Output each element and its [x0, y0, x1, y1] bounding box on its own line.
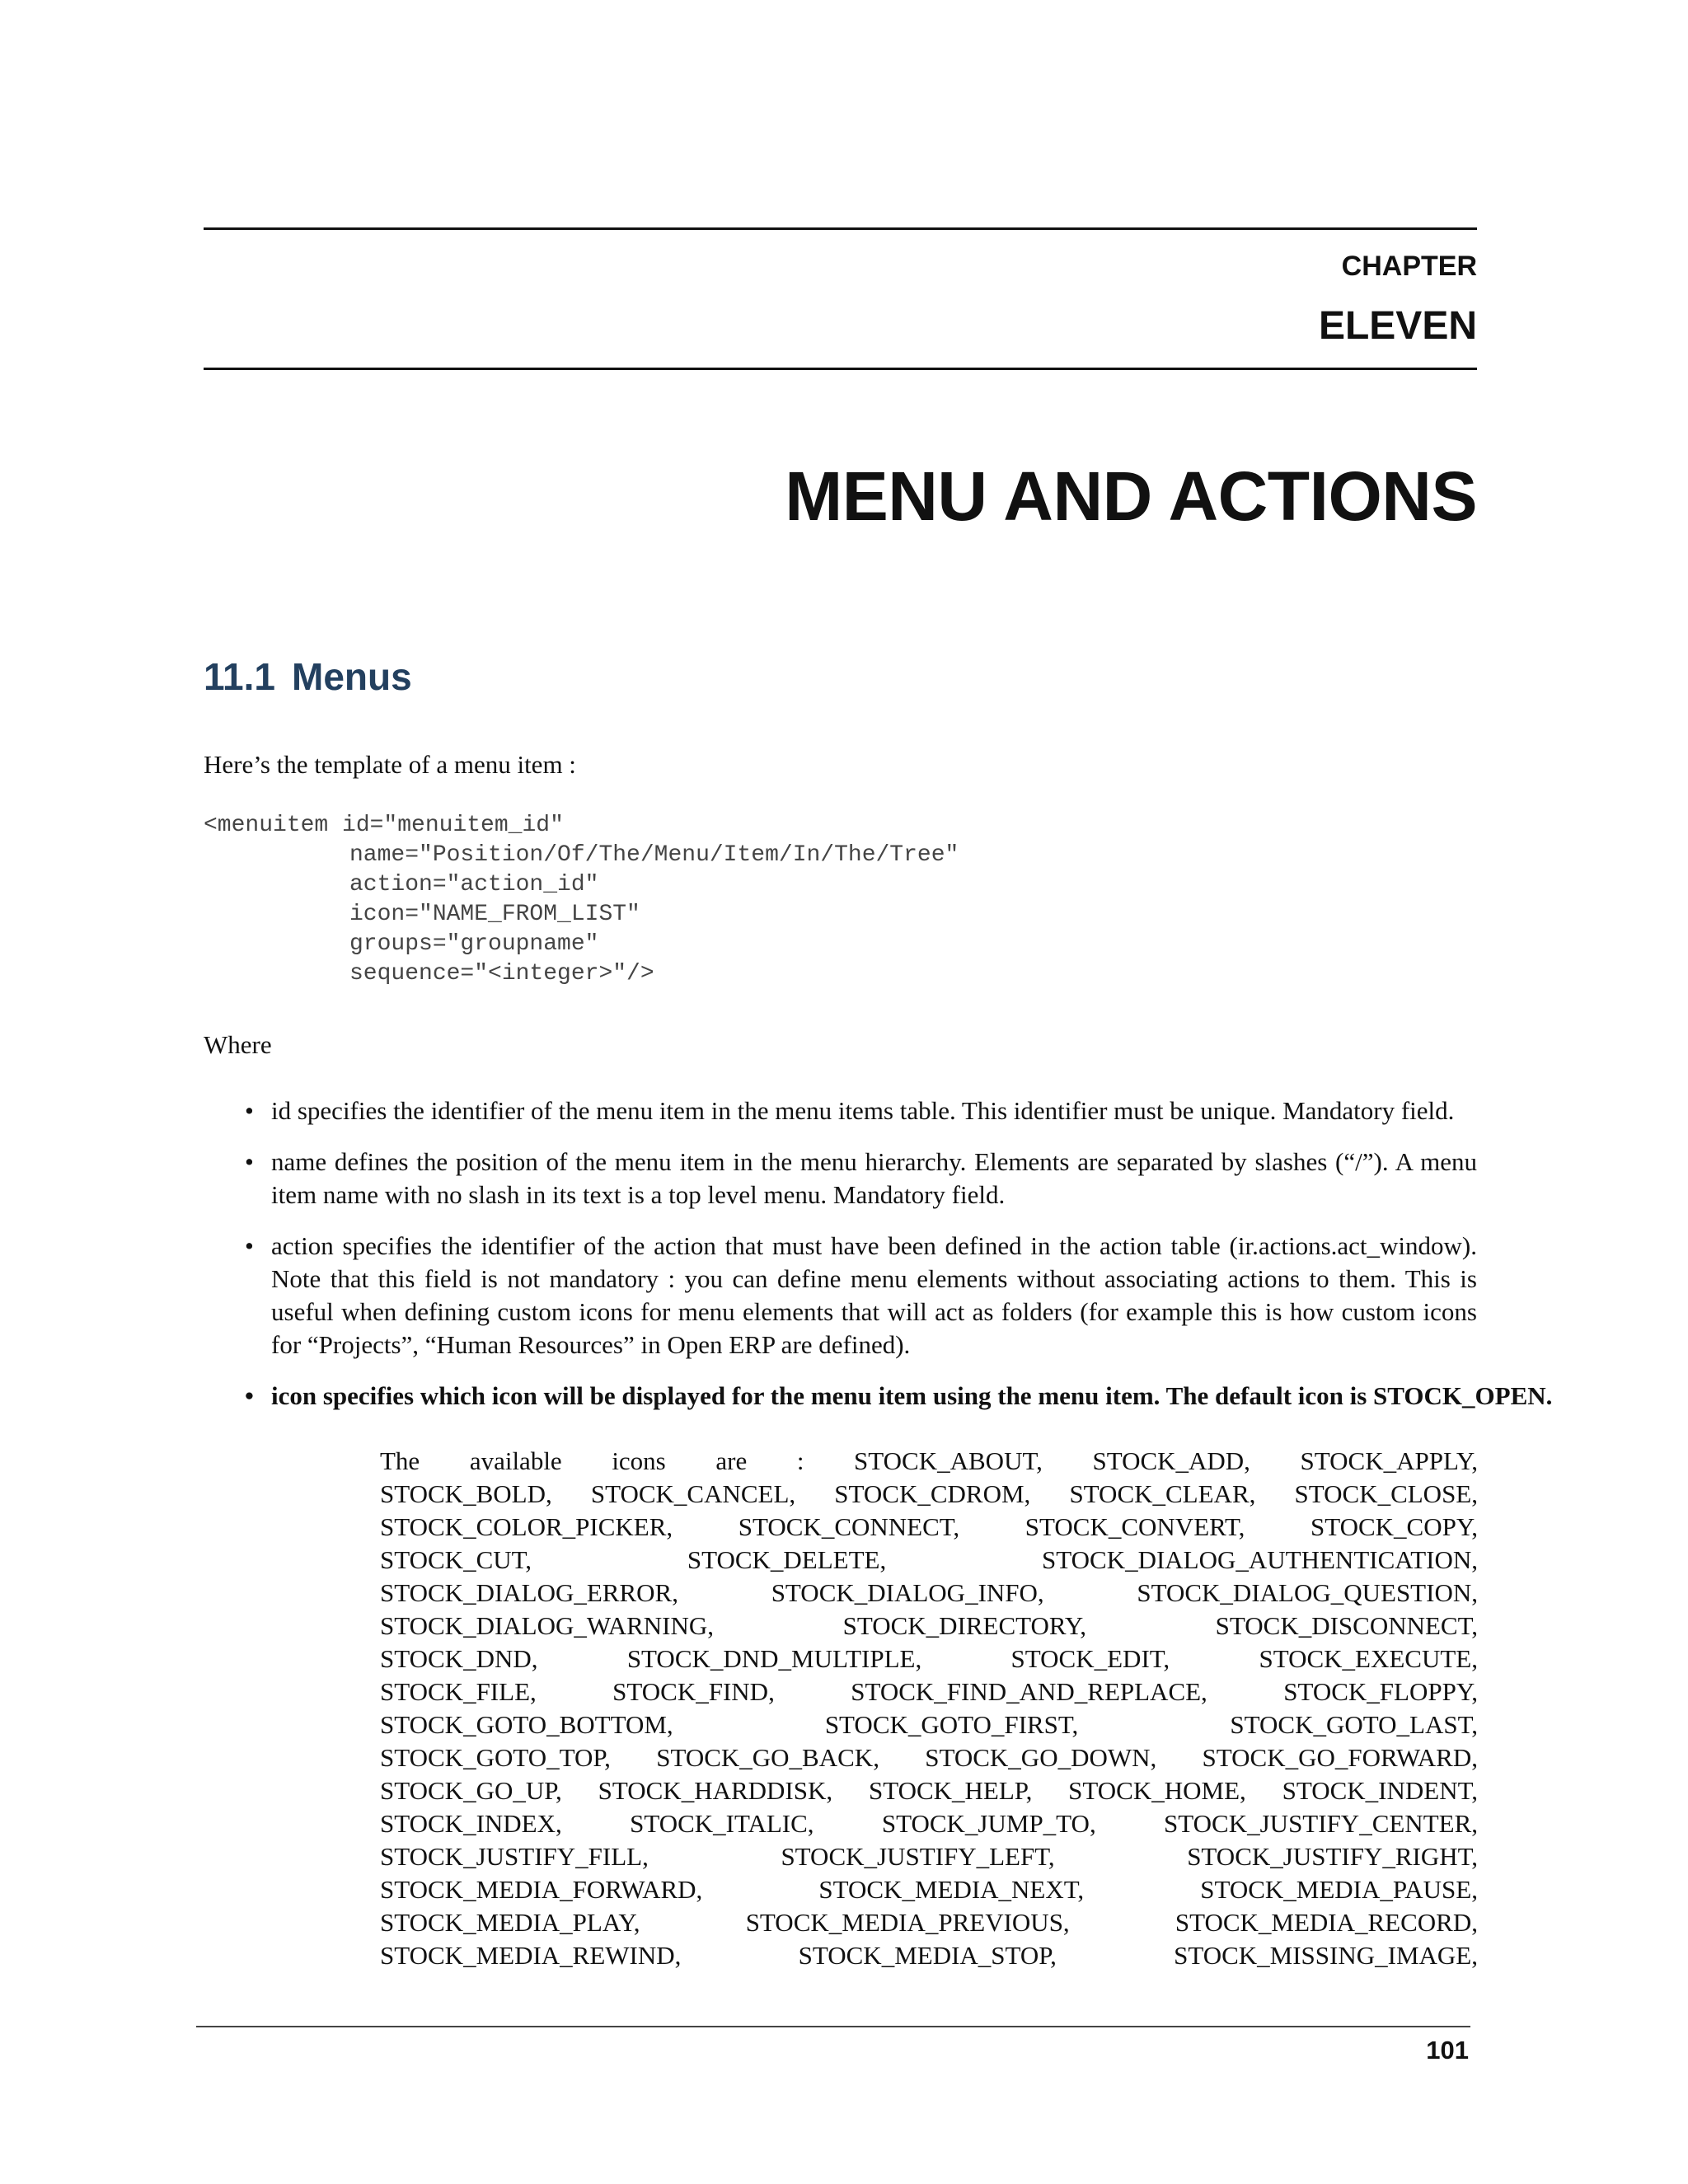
icon-name-word: STOCK_DND_MULTIPLE, — [626, 1644, 922, 1673]
code-line: icon="NAME_FROM_LIST" — [349, 902, 640, 927]
icons-line — [380, 1840, 1478, 1873]
icon-name-word: STOCK_CLEAR, — [1069, 1479, 1256, 1508]
bullet-icon: • — [245, 1096, 254, 1125]
icon-name-word: STOCK_MEDIA_PAUSE, — [1200, 1875, 1478, 1904]
icon-name-word: STOCK_GOTO_FIRST, — [824, 1710, 1079, 1739]
icon-name-word: STOCK_HELP, — [868, 1776, 1033, 1805]
icon-name-word: STOCK_MEDIA_FORWARD, — [380, 1875, 703, 1904]
icon-name-word: STOCK_GOTO_TOP, — [380, 1743, 611, 1772]
icon-name-word: STOCK_GO_BACK, — [656, 1743, 879, 1772]
attribute-list — [204, 1094, 1553, 1413]
icon-name-word: STOCK_COPY, — [1310, 1512, 1478, 1541]
list-item — [204, 1094, 1477, 1127]
icon-name-word: STOCK_FIND, — [612, 1677, 775, 1706]
bullet-icon: • — [245, 1147, 254, 1176]
icons-line — [380, 1873, 1478, 1906]
chapter-title: MENU AND ACTIONS — [785, 457, 1477, 535]
icons-line — [380, 1774, 1478, 1807]
icons-line — [380, 1577, 1478, 1610]
icon-name-word: STOCK_FILE, — [380, 1677, 537, 1706]
icon-name-word: STOCK_JUSTIFY_CENTER, — [1164, 1809, 1478, 1838]
chapter-top-rule — [204, 227, 1477, 230]
icon-name-word: STOCK_GO_FORWARD, — [1202, 1743, 1478, 1772]
icon-name-word: The — [380, 1446, 420, 1475]
icon-name-word: STOCK_DISCONNECT, — [1215, 1611, 1478, 1640]
icon-name-word: STOCK_CDROM, — [834, 1479, 1031, 1508]
bullet-text-action: action specifies the identifier of the action that must have been defined in the action table (ir.actions.act_window). Note that this field is not mandatory : you can define menu elements without associating actions to them. This is useful when defining custom icons for menu elements that will act as folders (for example this is how custom icons for “Projects”, “Human Resources” in Open ERP are defined). — [271, 1231, 1477, 1359]
where-label: Where — [204, 1030, 272, 1059]
icon-name-word: STOCK_DND, — [380, 1644, 538, 1673]
icon-name-word: STOCK_GO_DOWN, — [925, 1743, 1157, 1772]
icon-name-word: STOCK_APPLY, — [1300, 1446, 1478, 1475]
icon-name-word: STOCK_DIRECTORY, — [842, 1611, 1087, 1640]
section-title: Menus — [292, 655, 412, 698]
code-line: <menuitem id="menuitem_id" — [204, 813, 564, 838]
icon-name-word: STOCK_COLOR_PICKER, — [380, 1512, 673, 1541]
icon-name-word: STOCK_GOTO_BOTTOM, — [380, 1710, 673, 1739]
icon-name-word: STOCK_MEDIA_NEXT, — [818, 1875, 1085, 1904]
icons-line — [380, 1511, 1478, 1544]
list-item — [204, 1230, 1477, 1361]
icon-name-word: STOCK_MISSING_IMAGE, — [1174, 1941, 1478, 1970]
icon-name-word: STOCK_CONVERT, — [1025, 1512, 1245, 1541]
intro-paragraph: Here’s the template of a menu item : — [204, 750, 576, 779]
icon-name-word: STOCK_DIALOG_INFO, — [771, 1578, 1044, 1607]
icon-name-word: STOCK_FIND_AND_REPLACE, — [851, 1677, 1207, 1706]
icon-name-word: STOCK_CLOSE, — [1294, 1479, 1478, 1508]
available-icons-list — [380, 1445, 1478, 1972]
icon-name-word: : — [796, 1446, 804, 1475]
chapter-label: CHAPTER — [1341, 251, 1477, 282]
icons-line — [380, 1807, 1478, 1840]
icon-name-word: available — [469, 1446, 562, 1475]
icon-name-word: STOCK_GOTO_LAST, — [1230, 1710, 1478, 1739]
icon-name-word: STOCK_FLOPPY, — [1283, 1677, 1478, 1706]
icon-name-word: STOCK_HARDDISK, — [598, 1776, 833, 1805]
icon-name-word: STOCK_JUSTIFY_RIGHT, — [1187, 1842, 1478, 1871]
chapter-bottom-rule — [204, 368, 1477, 370]
icon-name-word: STOCK_JUSTIFY_LEFT, — [781, 1842, 1055, 1871]
code-line: action="action_id" — [349, 872, 599, 898]
icon-name-word: STOCK_DIALOG_ERROR, — [380, 1578, 678, 1607]
page-number: 101 — [1426, 2036, 1469, 2064]
icon-name-word: STOCK_INDEX, — [380, 1809, 562, 1838]
code-block — [204, 811, 959, 989]
icon-name-word: STOCK_ADD, — [1092, 1446, 1250, 1475]
list-item — [204, 1146, 1477, 1212]
icon-name-word: STOCK_DIALOG_WARNING, — [380, 1611, 714, 1640]
icons-line — [380, 1643, 1478, 1675]
icons-line — [380, 1610, 1478, 1643]
icons-line — [380, 1544, 1478, 1577]
icon-name-word: STOCK_DIALOG_QUESTION, — [1137, 1578, 1478, 1607]
code-line: sequence="<integer>"/> — [349, 961, 654, 987]
icon-name-word: STOCK_BOLD, — [380, 1479, 552, 1508]
chapter-number: ELEVEN — [1318, 304, 1477, 348]
section-heading — [204, 654, 412, 699]
icons-line — [380, 1675, 1478, 1708]
icon-name-word: STOCK_ITALIC, — [630, 1809, 814, 1838]
icons-line — [380, 1939, 1478, 1972]
icon-name-word: STOCK_MEDIA_RECORD, — [1175, 1908, 1478, 1937]
icon-name-word: STOCK_EDIT, — [1010, 1644, 1170, 1673]
section-number: 11.1 — [204, 655, 275, 698]
bullet-text-id: id specifies the identifier of the menu item in the menu items table. This identifier must be unique. Mandatory field. — [271, 1096, 1455, 1125]
icon-name-word: STOCK_EXECUTE, — [1259, 1644, 1478, 1673]
icon-name-word: STOCK_INDENT, — [1282, 1776, 1478, 1805]
icon-name-word: STOCK_CONNECT, — [738, 1512, 960, 1541]
icon-name-word: STOCK_JUSTIFY_FILL, — [380, 1842, 649, 1871]
icons-line — [380, 1708, 1478, 1741]
icon-name-word: STOCK_DIALOG_AUTHENTICATION, — [1042, 1545, 1478, 1574]
icon-name-word: STOCK_CANCEL, — [590, 1479, 796, 1508]
icon-name-word: STOCK_MEDIA_PREVIOUS, — [745, 1908, 1070, 1937]
icon-name-word: STOCK_MEDIA_STOP, — [798, 1941, 1057, 1970]
icon-name-word: STOCK_JUMP_TO, — [881, 1809, 1096, 1838]
icon-name-word: are — [715, 1446, 748, 1475]
footer-rule — [196, 2026, 1470, 2027]
bullet-text-name: name defines the position of the menu item in the menu hierarchy. Elements are separated by slashes (“/”). A menu item name with no slash in its text is a top level menu. Mandatory field. — [271, 1147, 1477, 1209]
icon-name-word: STOCK_CUT, — [380, 1545, 532, 1574]
icon-name-word: STOCK_MEDIA_PLAY, — [380, 1908, 640, 1937]
icon-name-word: STOCK_GO_UP, — [380, 1776, 562, 1805]
icon-name-word: STOCK_HOME, — [1068, 1776, 1246, 1805]
code-line: groups="groupname" — [349, 931, 599, 957]
icons-line — [380, 1445, 1478, 1478]
code-line: name="Position/Of/The/Menu/Item/In/The/Tree" — [349, 842, 959, 868]
bullet-text-icon: icon specifies which icon will be displayed for the menu item using the menu item. The default icon is STOCK_OPEN. — [271, 1381, 1553, 1410]
list-item — [204, 1380, 1688, 1413]
bullet-icon: • — [245, 1231, 254, 1260]
icons-line — [380, 1906, 1478, 1939]
icons-line — [380, 1478, 1478, 1511]
icon-name-word: STOCK_ABOUT, — [854, 1446, 1043, 1475]
icon-name-word: icons — [612, 1446, 666, 1475]
icon-name-word: STOCK_DELETE, — [687, 1545, 887, 1574]
bullet-icon: • — [245, 1381, 254, 1410]
icon-name-word: STOCK_MEDIA_REWIND, — [380, 1941, 682, 1970]
icons-line — [380, 1741, 1478, 1774]
